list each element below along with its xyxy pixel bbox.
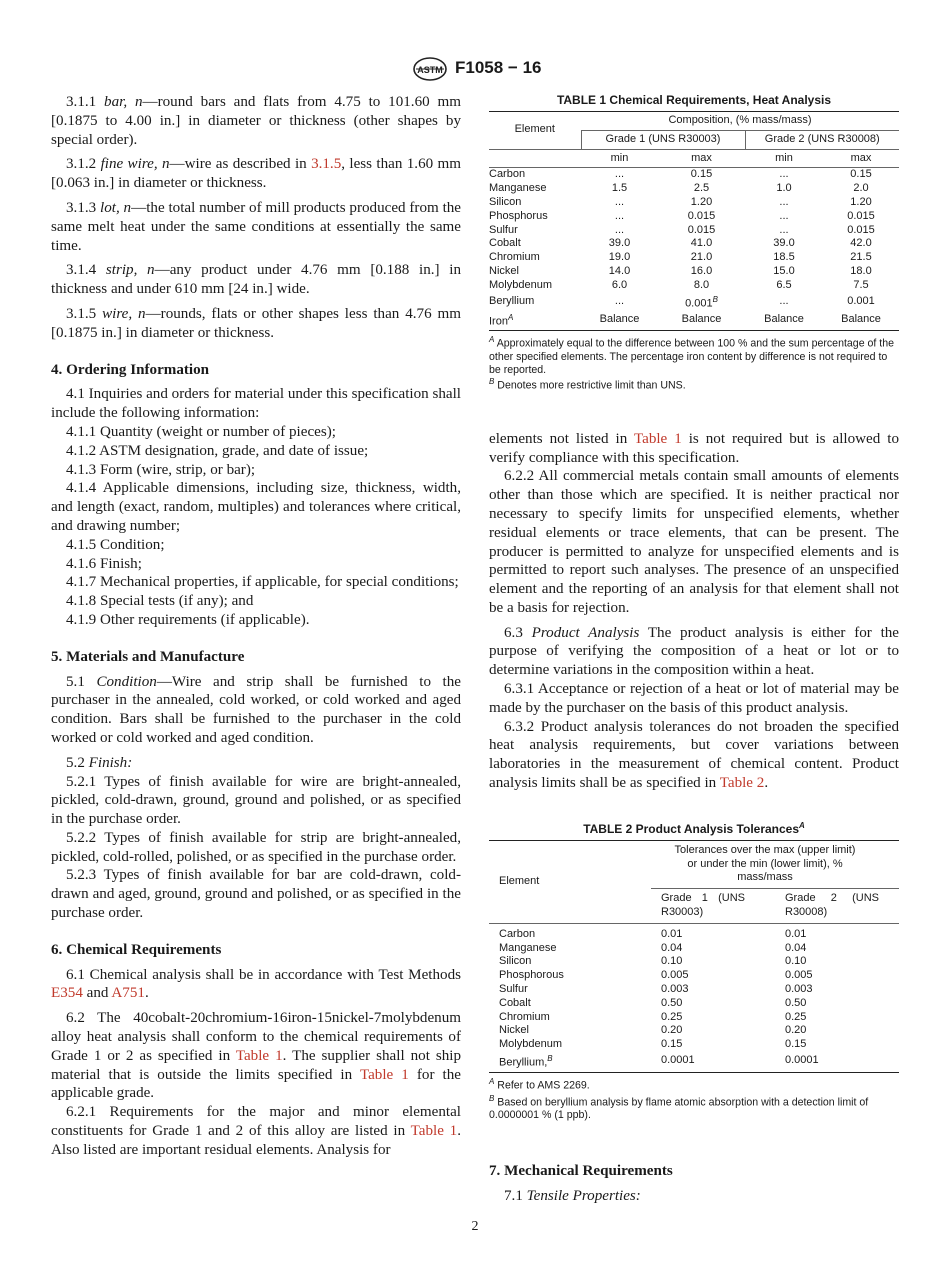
table-1-header-grade-1: Grade 1 (UNS R30003) <box>581 130 745 149</box>
table-1-cell-grade-1-max: 21.0 <box>690 251 713 264</box>
e354-link[interactable]: E354 <box>51 985 83 1002</box>
paragraph-6-3-1: 6.3.1 Acceptance or rejection of a heat or lot of material may be made by the purchaser on the basis of this product analysis. <box>489 681 899 716</box>
table-1-footnote-b: $^B$ Denotes more restrictive limit than UNS. <box>489 377 686 392</box>
table-2-link[interactable]: Table 2 <box>719 775 765 792</box>
table-2-cell-grade-2: 0.0001 <box>785 1054 819 1067</box>
table-2-cell-element: Manganese <box>499 941 557 954</box>
table-1-cell-grade-2-min: 18.5 <box>773 251 795 264</box>
paragraph-4-1-6: 4.1.6 Finish; <box>66 555 142 572</box>
table-1-cell-grade-2-max: 42.0 <box>850 237 872 250</box>
table-1-cell-grade-2-min: Balance <box>764 313 804 326</box>
table-1-cell-grade-1-min: ... <box>614 195 625 208</box>
table-2-row <box>489 1024 899 1038</box>
table-1-header-grade-2: Grade 2 (UNS R30008) <box>745 130 899 149</box>
table-2-row <box>489 983 899 997</box>
left-column <box>51 93 461 1160</box>
table-1-cell-element: Manganese <box>489 182 547 195</box>
table-1-row <box>489 210 899 224</box>
paragraph-5-2-2: 5.2.2 Types of finish available for strip are bright-annealed, pickled, cold-rolled, polished, or as specified in the purchase order. <box>51 829 461 865</box>
table-1-cell-grade-2-min: 1.0 <box>776 182 792 195</box>
table-1-cell-element: Silicon <box>489 195 522 208</box>
table-1-cell-element: Cobalt <box>489 237 521 250</box>
table-1-cell-grade-2-max: 2.0 <box>853 182 869 195</box>
paragraph-4-1-1: 4.1.1 Quantity (weight or number of pieces); <box>66 423 336 440</box>
right-column <box>489 93 899 1206</box>
table-2-cell-element: Cobalt <box>499 996 531 1009</box>
table-1-row <box>489 265 899 279</box>
table-1-link[interactable]: Table 1 <box>235 1047 283 1064</box>
paragraph-7-1: 7.1 Tensile Properties: <box>504 1187 641 1204</box>
table-2-cell-element: Chromium <box>499 1010 550 1023</box>
table-1 <box>489 93 899 393</box>
table-2-cell-grade-2: 0.50 <box>785 996 807 1009</box>
table-1-cell-grade-2-min: ... <box>779 209 789 222</box>
paragraph-4-1-2: 4.1.2 ASTM designation, grade, and date of issue; <box>66 442 369 459</box>
table-2-cell-grade-2: 0.15 <box>785 1038 807 1051</box>
paragraph-5-2: 5.2 Finish: <box>66 754 133 771</box>
table-1-row <box>489 311 899 329</box>
table-2-cell-grade-1: 0.003 <box>661 983 689 996</box>
table-1-cell-grade-1-min: 1.5 <box>611 182 628 195</box>
table-1-row <box>489 196 899 210</box>
table-1-footnote-a: $^A$ Approximately equal to the difference between 100 % and the sum percentage of the other specified elements. The percentage iron content by difference is not required to be reported. <box>489 335 895 376</box>
table-1-cell-grade-2-max: 21.5 <box>850 251 872 264</box>
table-2-cell-element: Beryllium,$^B$ <box>499 1054 553 1069</box>
document-id: F1058 − 16 <box>455 58 542 77</box>
table-1-header-max: max <box>691 151 712 164</box>
table-1-cell-grade-1-max: 1.20 <box>690 195 713 208</box>
table-1-row <box>489 279 899 293</box>
table-1-cell-element: Nickel <box>489 264 519 277</box>
table-1-cell-grade-2-max: 18.0 <box>850 264 872 277</box>
table-1-cell-grade-1-max: Balance <box>681 313 722 326</box>
table-1-cell-grade-1-max: 41.0 <box>690 237 713 250</box>
table-1-cell-grade-1-min: ... <box>614 294 625 307</box>
table-2-header-grade-2: Grade 2 (UNS R30008) <box>775 889 899 924</box>
table-2-cell-grade-2: 0.01 <box>785 927 807 940</box>
table-2-cell-element: Molybdenum <box>499 1038 562 1051</box>
table-1-cell-grade-1-min: 39.0 <box>608 237 631 250</box>
table-2-cell-grade-1: 0.15 <box>661 1038 683 1051</box>
table-1-cell-grade-2-max: 0.015 <box>847 223 875 236</box>
table-1-header-composition: Composition, (% mass/mass) <box>581 112 899 131</box>
table-2-cell-element: Nickel <box>499 1024 529 1037</box>
table-1-cell-grade-1-max: 16.0 <box>690 264 713 277</box>
table-1-title: TABLE 1 Chemical Requirements, Heat Analysis <box>556 93 832 107</box>
table-2-cell-grade-1: 0.20 <box>661 1024 683 1037</box>
table-1-cell-grade-2-max: 0.15 <box>850 168 872 181</box>
paragraph-4-1-8: 4.1.8 Special tests (if any); and <box>66 593 254 610</box>
table-1-row <box>489 224 899 238</box>
paragraph-4-1-4: 4.1.4 Applicable dimensions, including size, thickness, width, and length (exact, random, multiples) and tolerances where critical, and drawing number; <box>51 480 461 534</box>
table-1-cell-grade-2-max: 7.5 <box>853 278 869 291</box>
table-1-row <box>489 293 899 311</box>
table-1-header-min: min <box>775 151 793 164</box>
table-1-cell-element: Phosphorus <box>489 209 548 222</box>
table-2 <box>489 819 899 1122</box>
table-1-cell-grade-2-min: ... <box>779 223 789 236</box>
table-2-footnote-a: $^A$ Refer to AMS 2269. <box>489 1077 590 1092</box>
table-1-cell-grade-1-min: Balance <box>599 313 640 326</box>
table-2-cell-grade-1: 0.0001 <box>661 1054 695 1067</box>
section-heading-6: 6. Chemical Requirements <box>51 941 222 958</box>
table-1-header-max: max <box>850 151 872 164</box>
table-2-cell-grade-2: 0.005 <box>785 969 813 982</box>
paragraph-5-2-3: 5.2.3 Types of finish available for bar are cold-drawn, cold-drawn and aged, ground, ground and polished, or as specified in the purchase order. <box>51 867 461 922</box>
a751-link[interactable]: A751 <box>111 985 145 1002</box>
page-number: 2 <box>471 1219 479 1234</box>
paragraph-5-2-1: 5.2.1 Types of finish available for wire are bright-annealed, pickled, cold-drawn, ground, ground and polished, or as specified in the purchase order. <box>51 773 461 828</box>
paragraph-3-1-2: 3.1.2 fine wire, n—wire as described in 3.1.5, less than 1.60 mm [0.063 in.] in diameter or thickness. <box>51 156 462 192</box>
table-2-row <box>489 997 899 1011</box>
table-1-cell-grade-1-min: 6.0 <box>611 278 628 291</box>
table-1-cell-grade-1-max: 0.015 <box>687 209 716 222</box>
paragraph-6-2-2: 6.2.2 All commercial metals contain small amounts of elements other than those which are specified. It is neither practical nor necessary to specify limits for unspecified elements, whether residual elements or trace elements, that can be present. The producer is permitted to analyze for unspecified elements and is permitted to report such analyses. The presence of an unspecified element and the reporting of an analysis for that element shall not be a basis for rejection. <box>489 468 899 616</box>
paragraph-6-2-1: 6.2.1 Requirements for the major and minor elemental constituents for Grade 1 and 2 of this alloy are listed in Table 1. Also listed are important residual elements. Analysis for <box>51 1104 462 1158</box>
table-2-cell-grade-1: 0.005 <box>661 969 689 982</box>
table-2-header-tolerances: Tolerances over the max (upper limit) or under the min (lower limit), % mass/mass <box>651 840 899 888</box>
table-2-cell-grade-2: 0.003 <box>785 983 813 996</box>
table-1-header-min: min <box>610 151 629 164</box>
table-1-cell-grade-1-max: 0.15 <box>690 168 713 181</box>
paragraph-5-1: 5.1 Condition—Wire and strip shall be furnished to the purchaser in the annealed, cold worked, or cold worked and aged condition. Bars shall be furnished to the purchaser in the cold worked or cold worked and aged condition. <box>51 673 461 746</box>
table-1-cell-grade-1-min: ... <box>614 223 625 236</box>
table-2-cell-element: Carbon <box>499 927 536 940</box>
table-2-cell-grade-1: 0.10 <box>661 955 683 968</box>
section-heading-5: 5. Materials and Manufacture <box>51 648 245 665</box>
paragraph-4-1-9: 4.1.9 Other requirements (if applicable). <box>66 611 310 628</box>
table-1-cell-grade-2-max: Balance <box>841 313 881 326</box>
table-2-cell-element: Sulfur <box>499 983 528 996</box>
paragraph-3-1-1: 3.1.1 bar, n—round bars and flats from 4.75 to 101.60 mm [0.1875 to 4.00 in.] in diameter or thickness (other shapes by special order). <box>51 94 462 148</box>
table-2-cell-element: Phosphorous <box>499 969 564 982</box>
paragraph-3-1-4: 3.1.4 strip, n—any product under 4.76 mm [0.188 in.] in thickness and under 610 mm [24 in.] wide. <box>51 262 461 298</box>
section-3-1-5-link[interactable]: 3.1.5 <box>311 156 342 173</box>
table-2-footnote-b: $^B$ Based on beryllium analysis by flame atomic absorption with a detection limit of 0.0000001 % (1 ppb). <box>489 1093 869 1122</box>
table-2-row <box>489 928 899 942</box>
table-1-row <box>489 237 899 251</box>
table-1-header-element: Element <box>489 112 581 150</box>
table-2-cell-element: Silicon <box>499 955 532 968</box>
paragraph-4-1-7: 4.1.7 Mechanical properties, if applicable, for special conditions; <box>66 574 459 591</box>
table-1-cell-grade-1-max: 0.015 <box>687 223 716 236</box>
table-1-cell-grade-1-max: 8.0 <box>693 278 710 291</box>
table-2-cell-grade-1: 0.50 <box>661 996 683 1009</box>
table-1-cell-element: Molybdenum <box>489 278 552 291</box>
table-2-row <box>489 955 899 969</box>
table-1-row <box>489 251 899 265</box>
paragraph-6-3-2: 6.3.2 Product analysis tolerances do not broaden the specified heat analysis requirements, but cover variations between laboratories in the measurement of chemical content. Product analysis limits shall be as specified in Table 2. <box>489 718 899 792</box>
table-1-cell-grade-2-min: ... <box>779 294 789 307</box>
section-heading-4: 4. Ordering Information <box>51 361 210 378</box>
table-2-row <box>489 1038 899 1052</box>
table-1-cell-grade-2-min: 39.0 <box>773 237 795 250</box>
table-1-link[interactable]: Table 1 <box>359 1066 409 1083</box>
table-2-row <box>489 1011 899 1025</box>
table-1-cell-grade-2-max: 0.015 <box>847 209 875 222</box>
table-1-cell-grade-1-min: 19.0 <box>608 251 631 264</box>
table-2-cell-grade-2: 0.20 <box>785 1024 807 1037</box>
table-2-cell-grade-2: 0.25 <box>785 1010 807 1023</box>
table-1-cell-grade-2-max: 0.001 <box>847 294 875 307</box>
table-2-cell-grade-2: 0.10 <box>785 955 807 968</box>
section-heading-7: 7. Mechanical Requirements <box>489 1162 673 1179</box>
paragraph-6-2-1-continued: elements not listed in Table 1 is not required but is allowed to verify compliance with this specification. <box>489 430 899 466</box>
table-2-cell-grade-1: 0.01 <box>661 927 683 940</box>
paragraph-4-1: 4.1 Inquiries and orders for material under this specification shall include the following information: <box>51 386 461 422</box>
table-2-cell-grade-2: 0.04 <box>785 941 807 954</box>
paragraph-4-1-3: 4.1.3 Form (wire, strip, or bar); <box>66 461 256 478</box>
paragraph-6-2: 6.2 The 40cobalt-20chromium-16iron-15nickel-7molybdenum alloy heat analysis shall conform to the chemical requirements of Grade 1 or 2 as specified in Table 1. The supplier shall not ship material that is outside the limits specified in Table 1 for the applicable grade. <box>51 1010 462 1102</box>
page-header <box>0 56 950 82</box>
table-1-cell-grade-2-min: ... <box>779 168 789 181</box>
table-1-cell-grade-2-max: 1.20 <box>850 195 872 208</box>
table-1-cell-grade-2-min: 6.5 <box>776 278 792 291</box>
paragraph-3-1-5: 3.1.5 wire, n—rounds, flats or other shapes less than 4.76 mm [0.1875 in.] in diameter or thickness. <box>51 305 461 341</box>
table-1-cell-element: Sulfur <box>489 223 518 236</box>
table-1-cell-element: Chromium <box>489 251 540 264</box>
paragraph-3-1-3: 3.1.3 lot, n—the total number of mill products produced from the same melt heat under the same conditions at essentially the same time. <box>51 199 462 254</box>
table-1-cell-grade-1-min: ... <box>614 168 625 181</box>
table-1-cell-element: Iron$^A$ <box>489 313 514 328</box>
table-1-row <box>489 182 899 196</box>
table-1-cell-grade-1-max: $0.001^B$ <box>685 294 718 310</box>
table-2-row <box>489 969 899 983</box>
astm-logo-icon <box>410 56 450 82</box>
table-1-link[interactable]: Table 1 <box>410 1123 458 1140</box>
table-1-cell-grade-1-min: ... <box>614 209 625 222</box>
table-1-row <box>489 168 899 182</box>
table-2-cell-grade-1: 0.25 <box>661 1010 683 1023</box>
paragraph-4-1-5: 4.1.5 Condition; <box>66 536 165 553</box>
table-2-cell-grade-1: 0.04 <box>661 941 683 954</box>
table-1-cell-grade-1-min: 14.0 <box>608 264 631 277</box>
table-2-title: TABLE 2 Product Analysis Tolerances$^A$ <box>583 820 805 836</box>
table-1-cell-grade-2-min: ... <box>779 195 789 208</box>
table-2-header-element: Element <box>489 840 651 923</box>
table-1-link[interactable]: Table 1 <box>633 430 682 447</box>
svg-text:ASTM: ASTM <box>417 65 443 75</box>
table-2-row <box>489 1052 899 1070</box>
table-1-cell-element: Beryllium <box>489 294 535 307</box>
table-2-row <box>489 942 899 956</box>
paragraph-6-1: 6.1 Chemical analysis shall be in accordance with Test Methods E354 and A751. <box>51 966 461 1002</box>
table-1-cell-element: Carbon <box>489 168 526 181</box>
table-1-cell-grade-2-min: 15.0 <box>773 264 795 277</box>
paragraph-6-3: 6.3 Product Analysis The product analysis is either for the purpose of verifying the composition of a heat or lot or to determine variations in the composition within a heat. <box>489 624 900 679</box>
table-1-cell-grade-1-max: 2.5 <box>693 182 710 195</box>
table-2-header-grade-1: Grade 1 (UNS R30003) <box>651 889 775 924</box>
